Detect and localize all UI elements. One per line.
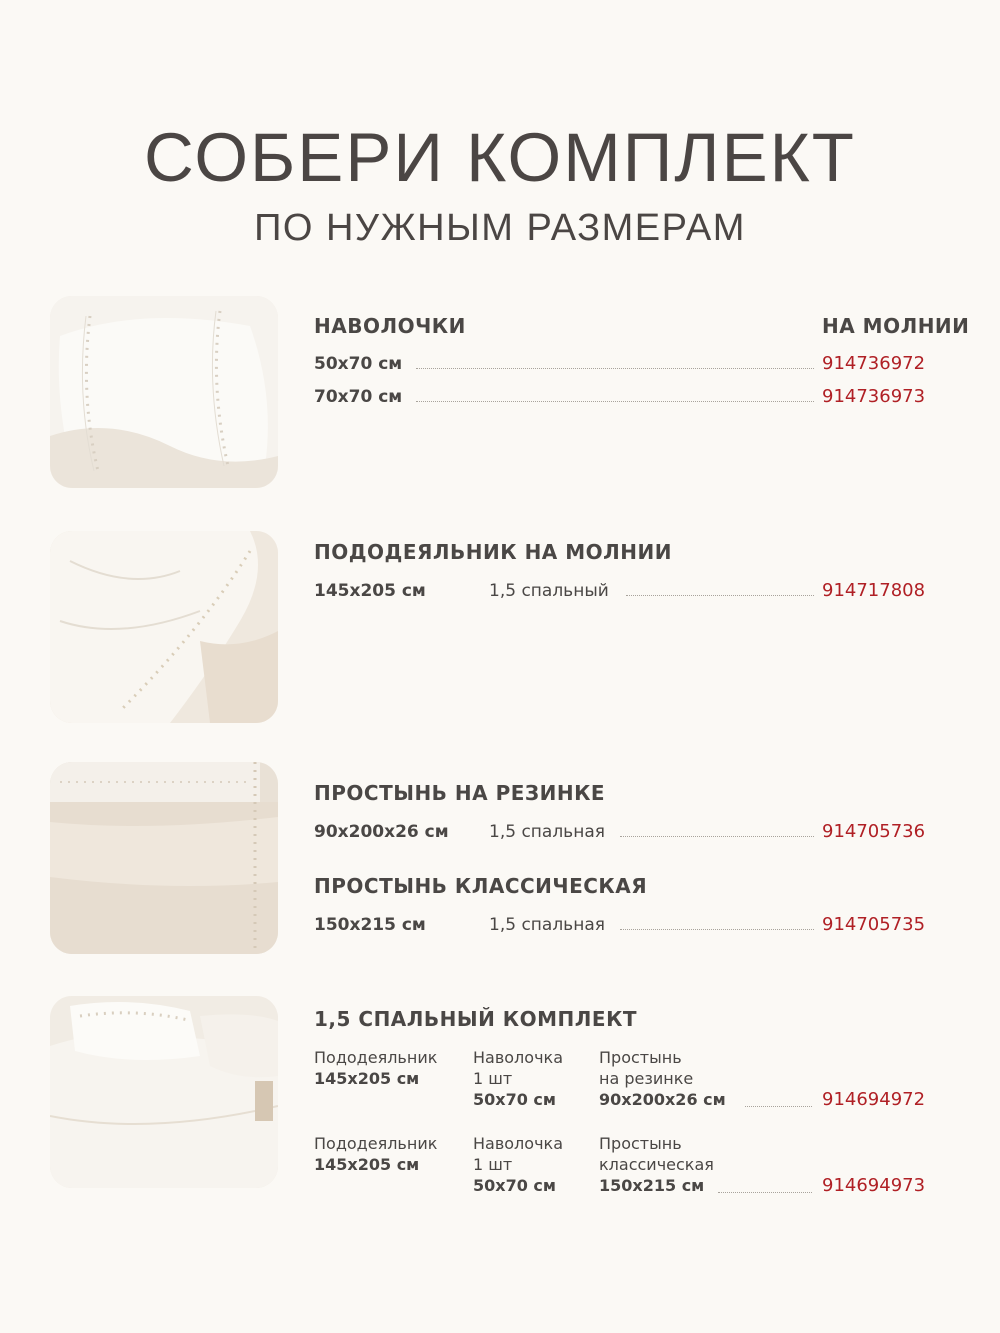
size-label: 90х200х26 см xyxy=(314,822,449,842)
duvet-row xyxy=(314,580,925,602)
page-subtitle: ПО НУЖНЫМ РАЗМЕРАМ xyxy=(254,207,746,249)
set-duvet-size: 145х205 см xyxy=(314,1155,420,1174)
set-sheet-size: 90х200х26 см xyxy=(599,1090,726,1109)
article-code: 914736973 xyxy=(822,386,926,407)
dotted-leader xyxy=(620,836,814,837)
set-pillow-label: Наволочка xyxy=(473,1134,563,1153)
set-duvet-size: 145х205 см xyxy=(314,1069,420,1088)
article-code: 914717808 xyxy=(822,580,926,601)
bed-type-label: 1,5 спальная xyxy=(489,915,605,935)
dotted-leader xyxy=(745,1106,812,1107)
dotted-leader xyxy=(626,595,814,596)
sheet-photo xyxy=(50,762,278,954)
article-code: 914705736 xyxy=(822,821,926,842)
pillowcase-photo xyxy=(50,296,278,488)
bedding-set-photo xyxy=(50,996,278,1188)
size-label: 70х70 см xyxy=(314,387,403,407)
bedding-set-heading: 1,5 СПАЛЬНЫЙ КОМПЛЕКТ xyxy=(314,1007,638,1031)
set-pillow-size: 50х70 см xyxy=(473,1176,556,1195)
set-pillow-cell xyxy=(473,1133,563,1196)
set-duvet-label: Пододеяльник xyxy=(314,1048,438,1067)
set-duvet-cell xyxy=(314,1047,437,1089)
duvet-photo xyxy=(50,531,278,723)
set-pillow-qty: 1 шт xyxy=(473,1069,513,1088)
set-duvet-label: Пододеяльник xyxy=(314,1134,438,1153)
set-sheet-label: Простынь xyxy=(599,1048,682,1067)
size-label: 145х205 см xyxy=(314,581,426,601)
classic-sheet-row xyxy=(314,914,925,936)
set-duvet-cell xyxy=(314,1133,437,1175)
set-sheet-label: Простынь xyxy=(599,1134,682,1153)
set-sheet-type: классическая xyxy=(599,1155,714,1174)
set-pillow-cell xyxy=(473,1047,563,1110)
set-pillow-size: 50х70 см xyxy=(473,1090,556,1109)
fitted-sheet-row xyxy=(314,821,925,843)
set-sheet-cell xyxy=(599,1133,714,1196)
page-title: СОБЕРИ КОМПЛЕКТ xyxy=(144,119,856,196)
set-pillow-qty: 1 шт xyxy=(473,1155,513,1174)
size-label: 150х215 см xyxy=(314,915,426,935)
pillowcases-heading: НАВОЛОЧКИ xyxy=(314,314,466,338)
dotted-leader xyxy=(416,368,814,369)
article-code: 914736972 xyxy=(822,353,926,374)
pillowcase-row xyxy=(314,353,925,375)
article-code: 914694972 xyxy=(822,1089,926,1110)
dotted-leader xyxy=(718,1192,812,1193)
article-code: 914705735 xyxy=(822,914,926,935)
pillowcase-row xyxy=(314,386,925,408)
fitted-sheet-heading: ПРОСТЫНЬ НА РЕЗИНКЕ xyxy=(314,781,606,805)
set-sheet-type: на резинке xyxy=(599,1069,694,1088)
classic-sheet-heading: ПРОСТЫНЬ КЛАССИЧЕСКАЯ xyxy=(314,874,648,898)
dotted-leader xyxy=(416,401,814,402)
dotted-leader xyxy=(620,929,814,930)
bed-type-label: 1,5 спальная xyxy=(489,822,605,842)
size-label: 50х70 см xyxy=(314,354,403,374)
zipper-column-heading: НА МОЛНИИ xyxy=(822,314,970,338)
set-sheet-cell xyxy=(599,1047,726,1110)
set-pillow-label: Наволочка xyxy=(473,1048,563,1067)
article-code: 914694973 xyxy=(822,1175,926,1196)
set-sheet-size: 150х215 см xyxy=(599,1176,705,1195)
bed-type-label: 1,5 спальный xyxy=(489,581,609,601)
duvet-heading: ПОДОДЕЯЛЬНИК НА МОЛНИИ xyxy=(314,540,672,564)
